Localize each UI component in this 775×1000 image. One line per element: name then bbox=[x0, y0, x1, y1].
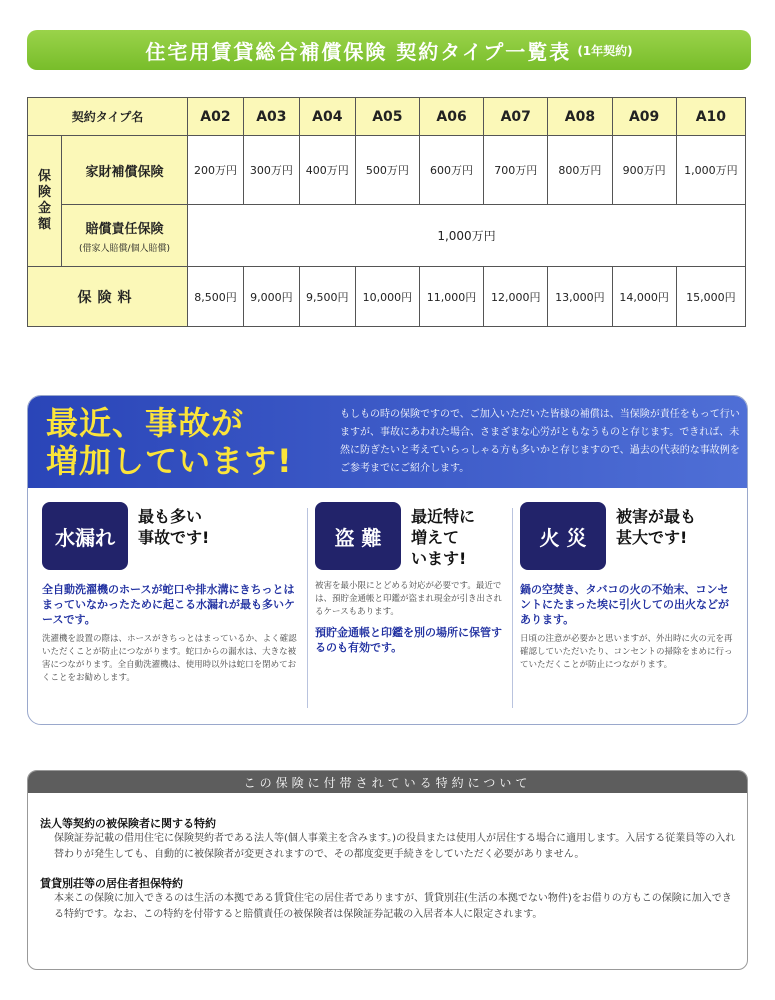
clause-title: 賃貸別荘等の居住者担保特約 bbox=[40, 877, 183, 890]
clause-text: 本来この保険に加入できるのは生活の本拠である賃貸住宅の居住者でありますが、賃貸別荘(生活の本拠でない物件)をお借りの方もこの保険に加入できる特約です。なお、この特約を付帯すると賠償責任の被保険者は保険証券記載の入居者本人に限定されます。 bbox=[54, 893, 732, 920]
special-clauses-section bbox=[27, 770, 748, 970]
accident-title-line1: 最近、事故が bbox=[46, 404, 245, 442]
tagline-line: います! bbox=[411, 549, 467, 568]
tagline-line: 甚大です! bbox=[616, 528, 688, 547]
type-header: A10 bbox=[676, 98, 745, 136]
type-header: A02 bbox=[188, 98, 244, 136]
property-value: 1,000万円 bbox=[676, 136, 745, 205]
premium-value: 13,000円 bbox=[548, 267, 612, 327]
accident-intro: もしもの時の保険ですので、ご加入いただいた皆様の補償は、当保険が責任をもって行いますが、事故にあわれた場合、さまざまな心労がともなうものと存じます。できれば、未然に防ぎたいと考えていらっしゃる方も多いかと存じますので、過去の代表的な事故例をご参考までにご紹介します。 bbox=[340, 409, 740, 474]
type-header: A08 bbox=[548, 98, 612, 136]
fire-note: 日頃の注意が必要かと思いますが、外出時に火の元を再確認していただいたり、コンセントの掃除をまめに行っていただくことが防止につながります。 bbox=[520, 634, 733, 670]
premium-value: 11,000円 bbox=[419, 267, 483, 327]
accident-card-water bbox=[42, 502, 300, 685]
page-title-sub: (1年契約) bbox=[577, 43, 633, 58]
clause-title: 法人等契約の被保険者に関する特約 bbox=[40, 817, 216, 830]
property-value: 900万円 bbox=[612, 136, 676, 205]
header-label-cell: 契約タイプ名 bbox=[28, 98, 188, 136]
type-header: A05 bbox=[355, 98, 419, 136]
property-label: 家財補償保険 bbox=[62, 136, 188, 205]
plan-table bbox=[27, 97, 746, 327]
accident-section bbox=[27, 395, 748, 725]
premium-value: 10,000円 bbox=[355, 267, 419, 327]
water-leak-badge: 水漏れ bbox=[42, 502, 128, 570]
premium-value: 9,000円 bbox=[243, 267, 299, 327]
type-header: A04 bbox=[299, 98, 355, 136]
liability-label-text: 賠償責任保険 bbox=[85, 221, 164, 237]
accident-header bbox=[28, 396, 747, 488]
fire-badge: 火 災 bbox=[520, 502, 606, 570]
water-leak-highlight: 全自動洗濯機のホースが蛇口や排水溝にきちっとはまっていなかったために起こる水漏れが最も多いケースです。 bbox=[42, 583, 295, 626]
special-clauses-header: この保険に付帯されている特約について bbox=[28, 771, 747, 793]
page-title bbox=[27, 30, 751, 70]
type-header: A09 bbox=[612, 98, 676, 136]
property-value: 500万円 bbox=[355, 136, 419, 205]
column-divider bbox=[307, 508, 308, 708]
type-header: A07 bbox=[484, 98, 548, 136]
tagline-line: 増えて bbox=[411, 528, 460, 547]
premium-value: 14,000円 bbox=[612, 267, 676, 327]
premium-value: 15,000円 bbox=[676, 267, 745, 327]
premium-label: 保険料 bbox=[28, 267, 188, 327]
accident-card-theft bbox=[315, 502, 505, 655]
theft-badge: 盗 難 bbox=[315, 502, 401, 570]
accident-title bbox=[46, 404, 293, 480]
coverage-group-label bbox=[28, 136, 62, 267]
property-value: 600万円 bbox=[419, 136, 483, 205]
tagline-line: 被害が最も bbox=[616, 507, 697, 526]
premium-value: 8,500円 bbox=[188, 267, 244, 327]
theft-highlight: 預貯金通帳と印鑑を別の場所に保管するのも有効です。 bbox=[315, 626, 502, 654]
property-value: 200万円 bbox=[188, 136, 244, 205]
tagline-line: 最も多い bbox=[138, 507, 203, 526]
type-header: A06 bbox=[419, 98, 483, 136]
water-leak-note: 洗濯機を設置の際は、ホースがきちっとはまっているか、よく確認いただくことが防止につながります。蛇口からの漏水は、大きな被害につながります。全自動洗濯機は、使用時以外は蛇口を閉めておくことをお勧めします。 bbox=[42, 634, 297, 683]
property-value: 800万円 bbox=[548, 136, 612, 205]
accident-card-fire bbox=[520, 502, 738, 672]
property-value: 300万円 bbox=[243, 136, 299, 205]
liability-sublabel: (借家人賠償/個人賠償) bbox=[78, 243, 171, 254]
tagline-line: 事故です! bbox=[138, 528, 210, 547]
clause-text: 保険証券記載の借用住宅に保険契約者である法人等(個人事業主を含みます。)の役員または使用人が居住する場合に適用します。入居する従業員等の入れ替わりが発生しても、自動的に被保険者が変更されますので、その都度変更手続きをしていただく必要がありません。 bbox=[54, 833, 736, 860]
page-title-main: 住宅用賃貸総合補償保険 契約タイプ一覧表 bbox=[145, 39, 572, 64]
premium-value: 12,000円 bbox=[484, 267, 548, 327]
type-header: A03 bbox=[243, 98, 299, 136]
liability-value: 1,000万円 bbox=[188, 205, 746, 267]
property-value: 400万円 bbox=[299, 136, 355, 205]
theft-note: 被害を最小限にとどめる対応が必要です。最近では、預貯金通帳と印鑑が盗まれ現金が引き出されるケースもあります。 bbox=[315, 581, 503, 617]
premium-value: 9,500円 bbox=[299, 267, 355, 327]
coverage-group-text: 保 険 金 額 bbox=[37, 169, 51, 232]
tagline-line: 最近特に bbox=[411, 507, 476, 526]
liability-label bbox=[62, 205, 188, 267]
property-value: 700万円 bbox=[484, 136, 548, 205]
accident-title-line2: 増加しています! bbox=[46, 442, 293, 480]
column-divider bbox=[512, 508, 513, 708]
fire-highlight: 鍋の空焚き、タバコの火の不始末、コンセントにたまった埃に引火しての出火などがあります。 bbox=[520, 583, 729, 626]
